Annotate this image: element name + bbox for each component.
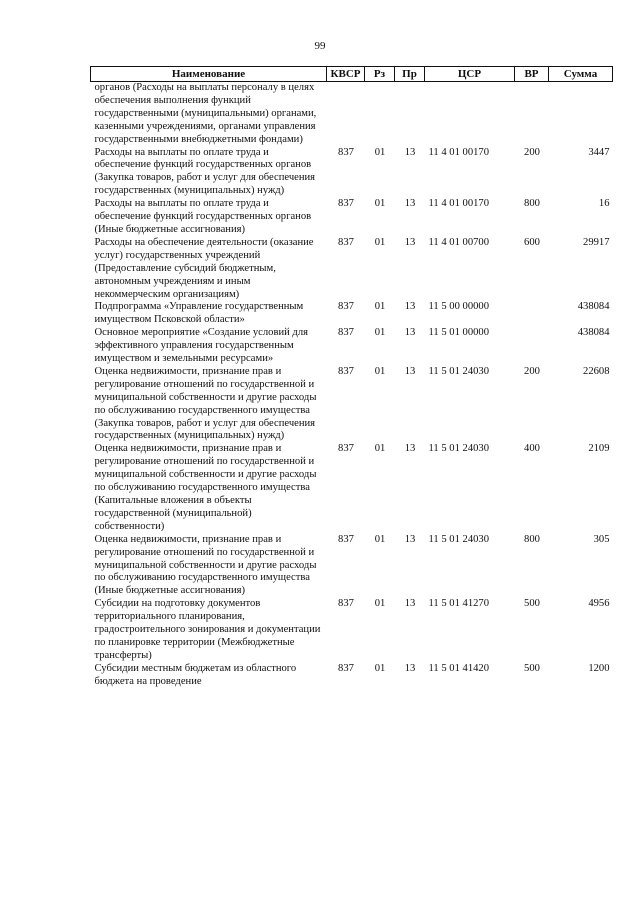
row-pr: 13 [404,146,416,158]
row-csr: 11 4 01 00170 [428,146,490,158]
header-pr: Пр [395,67,425,82]
row-csr: 11 5 01 00000 [428,327,490,339]
row-pr: 13 [404,327,416,339]
row-vr: 200 [524,146,540,158]
header-kvsr: КВСР [327,67,365,82]
row-name: Оценка недвижимости, признание прав и регулирование отношений по государственной и муниципальной собственности и другие расходы по обслуживанию государственного имущества (Закупка товаров, работ и услуг для обеспечения государственных (муниципальных) нужд) [94,365,317,442]
row-vr: 500 [524,662,540,674]
row-vr [515,82,549,147]
row-vr: 600 [524,236,540,248]
row-pr: 13 [404,533,416,545]
header-vr: ВР [515,67,549,82]
header-name: Наименование [91,67,327,82]
row-csr: 11 5 01 24030 [428,533,490,545]
row-kvsr: 837 [338,301,354,313]
header-csr: ЦСР [425,67,515,82]
row-rz: 01 [374,198,386,210]
row-sum: 2109 [588,443,610,455]
row-rz [365,82,395,147]
row-vr: 800 [524,198,540,210]
row-name: Субсидии на подготовку документов территориального планирования, градостроительного зонирования и документации по планировке территории (Межбюджетные трансферты) [94,598,321,661]
row-vr [515,327,549,366]
row-rz: 01 [374,236,386,248]
row-rz: 01 [374,662,386,674]
row-pr: 13 [404,598,416,610]
row-rz: 01 [374,301,386,313]
row-rz: 01 [374,365,386,377]
row-sum: 4956 [588,598,610,610]
row-csr: 11 5 01 41270 [428,598,490,610]
row-rz: 01 [374,327,386,339]
row-pr: 13 [404,443,416,455]
row-name: Расходы на выплаты по оплате труда и обеспечение функций государственных органов (Иные бюджетные ассигнования) [94,198,312,235]
row-sum: 305 [593,533,610,545]
row-sum: 1200 [588,662,610,674]
row-kvsr: 837 [338,533,354,545]
row-name: Подпрограмма «Управление государственным имуществом Псковской области» [94,301,304,326]
row-kvsr: 837 [338,365,354,377]
row-kvsr: 837 [338,146,354,158]
row-sum: 29917 [583,236,610,248]
row-pr: 13 [404,236,416,248]
row-vr: 200 [524,365,540,377]
table-row [91,147,613,199]
row-vr: 500 [524,598,540,610]
row-pr: 13 [404,198,416,210]
row-csr: 11 5 01 41420 [428,662,490,674]
row-kvsr: 837 [338,443,354,455]
row-sum: 438084 [577,327,610,339]
row-csr: 11 5 01 24030 [428,443,490,455]
row-csr: 11 4 01 00170 [428,198,490,210]
row-rz: 01 [374,146,386,158]
row-sum: 438084 [577,301,610,313]
row-name: Оценка недвижимости, признание прав и регулирование отношений по государственной и муниципальной собственности и другие расходы по обслуживанию государственного имущества (Капитальные вложения в объекты государственной (муниципальной) собственности) [94,443,317,532]
row-kvsr: 837 [338,598,354,610]
row-kvsr: 837 [338,198,354,210]
table-row [91,366,613,443]
row-name: Оценка недвижимости, признание прав и регулирование отношений по государственной и муниципальной собственности и другие расходы по обслуживанию государственного имущества (Иные бюджетные ассигнования) [94,533,317,597]
row-vr: 800 [524,533,540,545]
row-csr: 11 5 01 24030 [428,365,490,377]
row-kvsr: 837 [338,662,354,674]
row-rz: 01 [374,598,386,610]
row-sum: 22608 [583,365,610,377]
table-row [91,198,613,237]
row-name: Основное мероприятие «Создание условий для эффективного управления государственным имуществом и земельными ресурсами» [94,327,308,365]
table-row [91,598,613,663]
row-csr: 11 5 00 00000 [428,301,490,313]
table-row [91,663,613,689]
budget-table [90,66,613,689]
row-kvsr: 837 [338,327,354,339]
row-sum: 3447 [588,146,610,158]
row-name: Расходы на обеспечение деятельности (оказание услуг) государственных учреждений (Предоставление субсидий бюджетным, автономным учреждениям и иным некоммерческим организациям) [94,236,314,300]
row-pr: 13 [404,662,416,674]
row-name: органов (Расходы на выплаты персоналу в целях обеспечения выполнения функций государственными (муниципальными) органами, казенными учреждениями, органами управления государственными внебюджетными фондами) [94,82,317,145]
table-row [91,82,613,147]
row-kvsr [327,82,365,147]
table-row [91,534,613,599]
row-sum [549,82,613,147]
row-vr: 400 [524,443,540,455]
row-kvsr: 837 [338,236,354,248]
row-csr [425,82,515,147]
row-pr [395,82,425,147]
row-pr: 13 [404,301,416,313]
row-rz: 01 [374,533,386,545]
table-row [91,237,613,302]
row-csr: 11 4 01 00700 [428,236,490,248]
page-number: 99 [314,40,326,52]
row-name: Субсидии местным бюджетам из областного бюджета на проведение [94,662,297,687]
table-header-row [91,67,613,82]
row-pr: 13 [404,365,416,377]
row-vr [515,301,549,327]
header-rz: Рз [365,67,395,82]
table-row [91,443,613,533]
header-sum: Сумма [549,67,613,82]
table-row [91,301,613,327]
row-rz: 01 [374,443,386,455]
row-name: Расходы на выплаты по оплате труда и обеспечение функций государственных органов (Закупка товаров, работ и услуг для обеспечения государственных (муниципальных) нужд) [94,146,316,197]
table-row [91,327,613,366]
row-sum: 16 [598,198,610,210]
